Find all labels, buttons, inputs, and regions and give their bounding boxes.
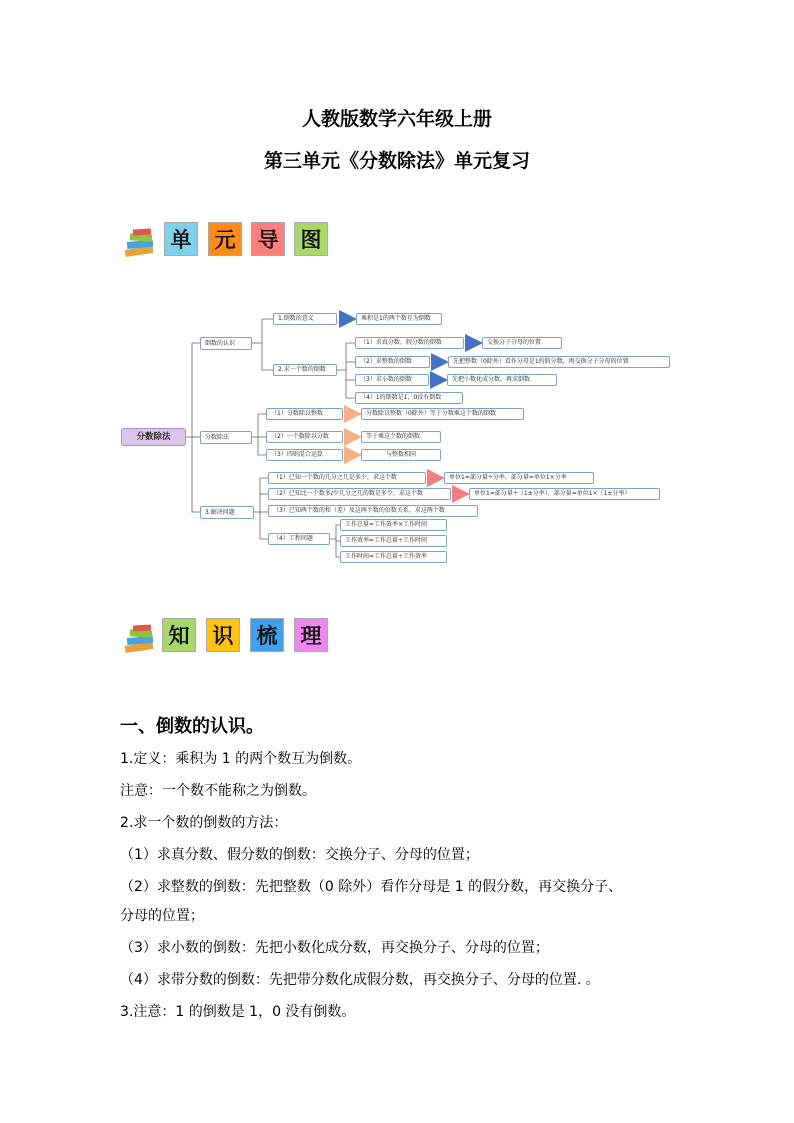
mindmap-node: （2）求整数的倒数 <box>355 356 430 368</box>
mindmap-node: 2.求一个数的倒数 <box>273 364 337 376</box>
paragraph-line: 分母的位置； <box>120 908 204 924</box>
section-heading: 一、倒数的认识。 <box>120 716 264 737</box>
mindmap-node: 等于乘这个数的倒数 <box>361 431 441 443</box>
mindmap-node: 工作时间=工作总量÷工作效率 <box>340 551 447 563</box>
paragraph-line: 注意：一个数不能称之为倒数。 <box>120 783 316 799</box>
document-subtitle: 第三单元《分数除法》单元复习 <box>263 150 530 172</box>
mindmap-node: 乘积是1的两个数互为倒数 <box>356 313 442 325</box>
paragraph-line: （2）求整数的倒数：先把整数（0 除外）看作分母是 1 的假分数，再交换分子、 <box>120 879 623 895</box>
banner-char-4: 理 <box>294 618 328 652</box>
mindmap-branch-reciprocal: 倒数的认识 <box>200 337 252 350</box>
banner-char-2: 元 <box>208 222 242 256</box>
mindmap-node: 与整数相同 <box>361 449 441 461</box>
mindmap-node: 先把整数（0除外）看作分母是1的假分数，再交换分子分母的位置 <box>448 356 670 368</box>
mindmap-node: （1）已知一个数的几分之几是多少，求这个数 <box>268 472 426 484</box>
mindmap-node: （2）一个数除以分数 <box>266 431 343 443</box>
mindmap-branch-division: 分数除法 <box>200 431 252 444</box>
mindmap-node: 分数除以整数（0除外）等于分数乘这个数的倒数 <box>361 408 524 420</box>
mindmap-node: （1）求真分数、假分数的倒数 <box>355 337 464 349</box>
mindmap-node: （1）分数除以整数 <box>266 408 343 420</box>
paragraph-line: （4）求带分数的倒数：先把带分数化成假分数，再交换分子、分母的位置. 。 <box>120 972 600 988</box>
banner-char-2: 识 <box>206 618 240 652</box>
mindmap-node: 工作总量=工作效率×工作时间 <box>340 519 447 531</box>
mindmap-node: （4）1的倒数是1，0没有倒数 <box>355 392 463 404</box>
paragraph-line: （3）求小数的倒数：先把小数化成分数，再交换分子、分母的位置； <box>120 940 549 956</box>
mindmap-root: 分数除法 <box>121 428 186 446</box>
paragraph-line: （1）求真分数、假分数的倒数：交换分子、分母的位置； <box>120 847 479 863</box>
document-title: 人教版数学六年级上册 <box>301 108 492 130</box>
mindmap-node: （3）四则混合运算 <box>266 449 343 461</box>
paragraph-line: 1.定义：乘积为 1 的两个数互为倒数。 <box>120 751 362 767</box>
paragraph-line: 3.注意：1 的倒数是 1，0 没有倒数。 <box>120 1004 356 1020</box>
mindmap-node: 1.倒数的意义 <box>273 313 337 325</box>
banner-char-3: 导 <box>251 222 285 256</box>
mindmap-node: （3）求小数的倒数 <box>355 374 429 386</box>
banner-char-1: 单 <box>164 222 198 256</box>
paragraph-line: 2.求一个数的倒数的方法： <box>120 815 288 831</box>
mindmap-branch-problems: 3.解决问题 <box>200 506 254 519</box>
mindmap-node: 交换分子分母的位置 <box>482 337 562 349</box>
banner-char-4: 图 <box>294 222 328 256</box>
mindmap-node: 工作效率=工作总量÷工作时间 <box>340 535 447 547</box>
mindmap-node: （4）工程问题 <box>268 533 330 545</box>
banner-char-3: 梳 <box>250 618 284 652</box>
mindmap-node: 先把小数化成分数，再求倒数 <box>447 374 557 386</box>
mindmap-node: 单位1=部分量÷（1±分率），部分量=单位1×（1±分率） <box>469 488 660 500</box>
banner-char-1: 知 <box>162 618 196 652</box>
mindmap-node: 单位1=部分量÷分率，部分量=单位1×分率 <box>444 472 594 484</box>
mindmap-node: （3）已知两个数的和（差）及这两个数的倍数关系，求这两个数 <box>268 505 478 517</box>
mindmap-node: （2）已知比一个数多/少几分之几的数是多少，求这个数 <box>268 488 451 500</box>
books-icon <box>122 624 158 654</box>
